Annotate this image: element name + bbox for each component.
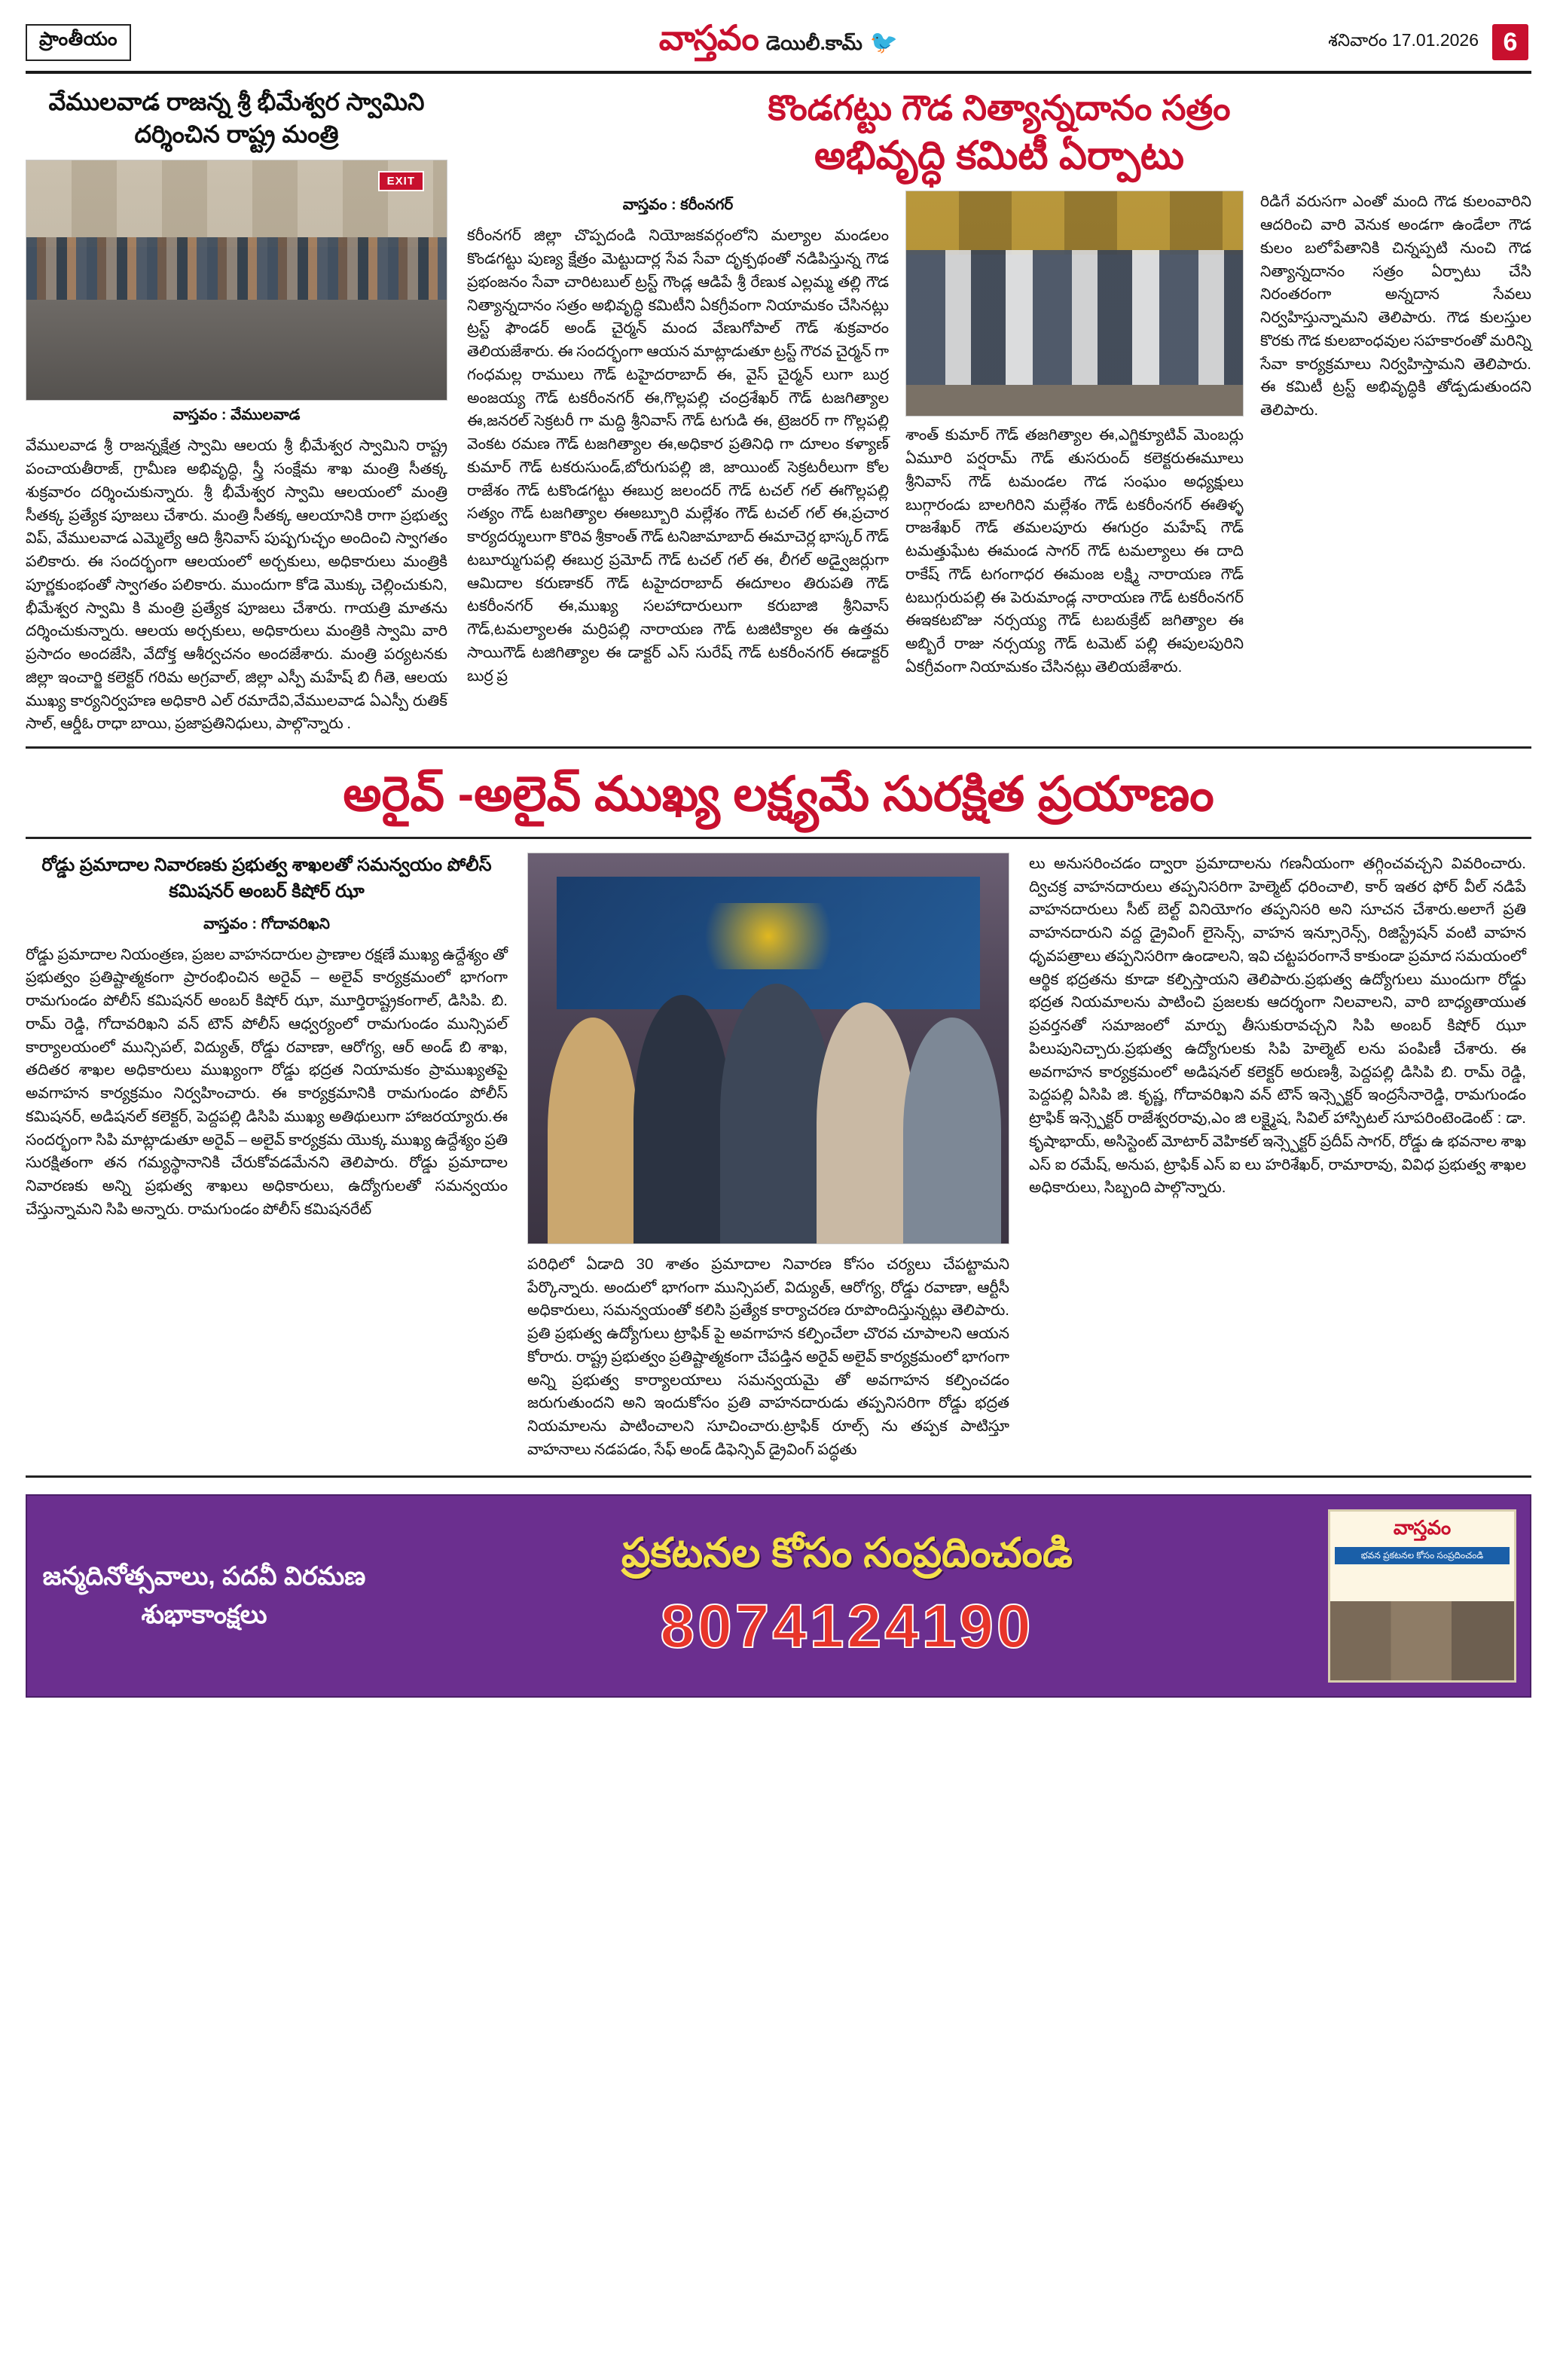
page-number-badge: 6 <box>1492 24 1528 60</box>
headline-line-2: అభివృద్ధి కమిటీ ఏర్పాటు <box>814 133 1185 178</box>
story-bottom-col2 <box>527 853 1009 1462</box>
ad-phone-number[interactable]: 8074124190 <box>660 1591 1034 1661</box>
ad-left-text: జన్మదినోత్సవాలు, పదవీ విరమణ శుభాకాంక్షలు <box>42 1561 366 1629</box>
story-bottom-body-2: పరిధిలో ఏడాది 30 శాతం ప్రమాదాల నివారణ కోసం చర్యలు చేపట్టామని పేర్కొన్నారు. అందులో భాగంగా మున్సిపల్, విద్యుత్, ఆరోగ్య, రోడ్డు రవాణా, ఆర్టీసీ అధికారులు, సమన్వయంతో కలిసి ప్రత్యేక కార్యాచరణ రూపొందిస్తున్నట్లు తెలిపారు. ప్రతి ప్రభుత్వ ఉద్యోగులు ట్రాఫిక్ పై అవగాహన కల్పించేలా చొరవ చూపాలని ఆయన కోరారు. రాష్ట్ర ప్రభుత్వం ప్రతిష్టాత్మకంగా చేపడ్తిన అరైవ్ అలైవ్ కార్యక్రమంలో భాగంగా అన్ని ప్రభుత్వ కార్యాలయాలు సమన్వయమై తో అవగాహన కల్పించడం జరుగుతుందని అని ఇందుకోసం ప్రతి వాహనదారుడు తప్పనిసరిగా రోడ్డు భద్రత నియమాలను పాటించాలని సూచించారు.ట్రాఫిక్ రూల్స్ ను తప్పక పాటిస్తూ వాహనాలు నడపడం, సేఫ్ అండ్ డిఫెన్సివ్ డ్రైవింగ్ పద్ధతు <box>527 1255 1009 1458</box>
brand-name: వాస్తవం <box>658 18 759 57</box>
publication-date: శనివారం 17.01.2026 <box>1328 29 1479 50</box>
masthead-right <box>1328 24 1531 60</box>
story-top-right-body-1: కరీంనగర్ జిల్లా చొప్పదండి నియోజకవర్గంలోని మల్యాల మండలం కొండగట్టు పుణ్య క్షేత్రం మెట్టుదార్ల సేవ సేవా దృక్పథంతో నడిపిస్తున్న గౌడ ప్రభంజనం సేవా చారిటబుల్ ట్రస్ట్ గౌండ్ల ఆడిపే శ్రీ రేణుక ఎల్లమ్మ తల్లి గౌడ నిత్యాన్నదానం సత్రం అభివృద్ధి కమిటీని ఏకగ్రీవంగా నియామకం చేసినట్లు ట్రస్ట్ ఫౌండర్ అండ్ చైర్మన్ మంద వేణుగోపాల్ గౌడ్ శుక్రవారం తెలియజేశారు. ఈ సందర్భంగా ఆయన మాట్లాడుతూ ట్రస్ట్ గౌరవ చైర్మన్ గా గంధమల్ల రాములు గౌడ్ టహైదరాబాద్ ఈ, వైస్ చైర్మన్ లుగా బుర్ర అంజయ్య గౌడ్ టకరీంనగర్ ఈ,గొల్లపల్లి చంద్రశేఖర్ గౌడ్ టజగిత్యాల ఈ,జనరల్ సెక్రటరీ గా మద్ది శ్రీనివాస్ గౌడ్ టగుడి ఈ, ట్రెజరర్ గా గొల్లపల్లి వెంకట రమణ గౌడ్ టజగిత్యాల ఈ,అధికార ప్రతినిధి గా దూలం కళ్యాణ్ కుమార్ గౌడ్ టకరుసుండ్,బోరుగుపల్లి జి, జాయింట్ సెక్రటరీలుగా కోల రాజేశం గౌడ్ టకొండగట్టు ఈబుర్ర జలందర్ గౌడ్ టచల్ గల్ ఈగొల్లపల్లి సత్యం గౌడ్ టజగిత్యాల ఈఅబ్బూరి మల్లేశం గౌడ్ టచల్ గల్ ఈ,ప్రచార కార్యదర్శులుగా కొరివ శ్రీకాంత్ గౌడ్ టనిజామాబాద్ ఈమాచెర్ల భాస్కర్ గౌడ్ టబూర్ముగుపల్లి ఈబుర్ర ప్రమోద్ గౌడ్ టచల్ గల్ ఈ, లీగల్ అడ్వైజర్లుగా ఆమిదాల కరుణాకర్ గౌడ్ టహైదరాబాద్ ఈదూలం తిరుపతి గౌడ్ టకరీంనగర్ ఈ,ముఖ్య సలహాదారులుగా కరుబాజి శ్రీనివాస్ గౌడ్,టమల్యాలఈ మర్రిపల్లి నారాయణ గౌడ్ టజిటిక్యాల ఈ ఉత్తమ సాయిగౌడ్ టజిగిత్యాల ఈ డాక్టర్ ఎస్ సురేష్ గౌడ్ టకరీంనగర్ ఈడాక్టర్ బుర్ర ప్ర <box>467 227 889 685</box>
story-bottom-byline: వాస్తవం : గోదావరిఖని <box>203 915 330 932</box>
ad-mini-faces <box>1330 1601 1514 1680</box>
committee-photo-caption: శాంత్ కుమార్ గౌడ్ తజగిత్యాల ఈ,ఎగ్జిక్యూటివ్ మెంబర్లు ఏమూరి పర్షరామ్ గౌడ్ తుసరుంద్ కలెక్టరుఈమూలు శ్రీనివాస్ గౌడ్ టమండల గౌడ సంఘం అధ్యక్షులు బుగ్గారండు బాలగిరిని మల్లేశం గౌడ్ టకరీంనగర్ ఈతిళ్ళ రాజశేఖర్ గౌడ్ తమలపూరు ఈగుర్రం మహేష్ గౌడ్ టమత్తుఘేట ఈమండ సాగర్ గౌడ్ టమల్యాలు ఈ దాది రాకేష్ గౌడ్ టగంగాధర ఈమంజ లక్ష్మి నారాయణ గౌడ్ టబుగ్గురుపల్లి ఈ పెరుమాండ్ల నారాయణ గౌడ్ టకరీంనగర్ ఈఇకటబొజు నర్సయ్య గౌడ్ టబఠుక్రేట్ జగిత్యాల ఈ అబ్బిరే రాజు నర్సయ్య గౌడ్ టమెట్ పల్లి ఈపులపురిని ఏకగ్రీవంగా నియామకం చేసినట్లు తెలియజేశారు. <box>905 426 1244 676</box>
ad-mini-strip-text: భవన ప్రకటనల కోసం సంప్రదించండి <box>1335 1547 1510 1565</box>
story-left-body: వేములవాడ శ్రీ రాజన్నక్షేత్ర స్వామి ఆలయ శ్రీ భీమేశ్వర స్వామిని రాష్ట్ర పంచాయతీరాజ్, గ్రామీణ అభివృద్ధి, స్త్రీ సంక్షేమ శాఖ మంత్రి సీతక్క శుక్రవారం దర్శించుకున్నారు. శ్రీ భీమేశ్వర స్వామి ఆలయంలో మంత్రి సీతక్క ప్రత్యేక పూజలు చేశారు. మంత్రి సీతక్క ఆలయానికి రాగా ప్రభుత్వ విప్, వేములవాడ ఎమ్మెల్యే ఆది శ్రీనివాస్ పుష్పగుచ్ఛం అందించి స్వాగతం పలికారు. ఈ సందర్భంగా ఆలయంలో అర్చకులు, అధికారులు మంత్రికి పూర్ణకుంభంతో స్వాగతం పలికారు. ముందుగా కోడె మొక్కు చెల్లించుకుని, భీమేశ్వర స్వామి కి మంత్రి ప్రత్యేక పూజలు చేశారు. గాయత్రి మాతను దర్శించుకున్నారు. ఆలయ అర్చకులు, అధికారులు మంత్రికి స్వామి వారి ప్రసాదం అందజేసి, వేదోక్త ఆశీర్వచనం అందజేశారు. మంత్రి పర్యటనకు జిల్లా ఇంచార్జి కలెక్టర్ గరిమ అగ్రవాల్, జిల్లా ఎస్పీ మహేష్ బి గీతె, ఆలయ ముఖ్య కార్యనిర్వహణ అధికారి ఎల్ రమాదేవి,వేములవాడ ఏఎస్పీ రుతిక్ సాల్, ఆర్డీఓ రాధా బాయి, ప్రజాప్రతినిధులు, పాల్గొన్నారు . <box>26 437 447 733</box>
headline-line-1: కొండగట్టు గౌడ నిత్యాన్నదానం సత్రం <box>768 88 1231 127</box>
story-top-right-byline: వాస్తవం : కరీంనగర్ <box>622 197 734 214</box>
ad-center <box>381 1530 1328 1662</box>
ad-mini-brand: వాస్తవం <box>1393 1515 1452 1539</box>
story-bottom-subhead: రోడ్డు ప్రమాదాల నివారణకు ప్రభుత్వ శాఖలతో సమన్వయం పోలీస్ కమిషనర్ అంబర్ కిషోర్ ఝా <box>41 854 492 902</box>
story-top-right-col2 <box>905 191 1531 688</box>
story-top-right-headline <box>467 86 1531 182</box>
brand-subtitle: డెయిలీ.కామ్ <box>765 32 862 54</box>
story-top-right <box>467 86 1531 736</box>
helmet-distribution-photo <box>527 853 1009 1244</box>
story-bottom-col3 <box>1029 853 1526 1462</box>
banner-headline: అరైవ్ -అలైవ్ ముఖ్య లక్ష్యమే సురక్షిత ప్రయాణం <box>26 749 1531 839</box>
footer-advertisement[interactable] <box>26 1494 1531 1698</box>
ad-mini-paper-thumbnail <box>1328 1509 1516 1683</box>
story-left-byline: వాస్తవం : వేములవాడ <box>172 407 301 424</box>
top-section <box>26 86 1531 749</box>
story-top-right-columns <box>467 191 1531 688</box>
story-top-right-body-3: రిడిగే వరుసగా ఎంతో మంది గౌడ కులంవారిని ఆదరించి వారి వెనుక అండగా ఉండేలా గౌడ కులం బలోపేతానికి చిన్నప్పటి నుంచి గౌడ నిత్యాన్నదానం సత్రం ఏర్పాటు చేసి నిరంతరంగా అన్నదాన సేవలు నిర్వహిస్తున్నామని తెలిపారు. గౌడ కులస్తుల కొరకు గౌడ కులబాంధవుల సహకారంతో మరిన్ని సేవా కార్యక్రమాలు నిర్వహిస్తామని తెలిపారు. ఈ కమిటీ ట్రస్ట్ అభివృద్ధికి తోడ్పడుతుందని తెలిపారు. <box>1260 193 1531 420</box>
story-bottom-body-3: లు అనుసరించడం ద్వారా ప్రమాదాలను గణనీయంగా తగ్గించవచ్చని వివరించారు. ద్విచక్ర వాహనదారులు తప్పనిసరిగా హెల్మెట్ ధరించాలి, కార్ ఇతర ఫోర్ వీల్ నడిపే వాహనదారులు సీట్ బెల్ట్ వినియోగం తప్పనిసరి అని సూచన చేశారు.అలాగే ప్రతి వాహనదారుని వద్ద డ్రైవింగ్ లైసెన్స్, వాహన ఇన్సూరెన్స్, రిజిస్ట్రేషన్ వంటి వాహన ధృవపత్రాలు తప్పనిసరిగా ఉండాలని, ఇవి చట్టపరంగానే కాకుండా ప్రమాద సమయంలో ఆర్థిక భద్రతను కూడా కల్పిస్తాయని తెలిపారు.ప్రభుత్వ ఉద్యోగులు ముందుగా రోడ్డు భద్రత నియమాలను పాటించి ప్రజలకు ఆదర్శంగా నిలవాలని, వారి బాధ్యతాయుత ప్రవర్తనతో సమాజంలో మార్పు తీసుకురావచ్చని సిపి అంబర్ కిషోర్ ఝూ పిలుపునిచ్చారు.ప్రభుత్వ ఉద్యోగులకు సిపి హెల్మెట్ లను పంపిణీ చేశారు. ఈ అవగాహన కార్యక్రమంలో అడిషనల్ కలెక్టర్ అరుణశ్రీ, పెద్దపల్లి డిసిపి బి. రామ్ రెడ్డి, పెద్దపల్లి ఏసిపి జి. కృష్ణ, గోదావరిఖని వన్ టౌన్ ఇన్స్పెక్టర్ ఇంద్రసేనారెడ్డి, రామగుండం ట్రాఫిక్ ఇన్స్పెక్టర్ రాజేశ్వరరావు,ఎం జి లక్ష్మైష, సివిల్ హాస్పిటల్ సూపరింటెండెంట్ : డా. కృషాభాయ్, అసిస్టెంట్ మోటార్ వెహికల్ ఇన్స్పెక్టర్ ప్రదీప్ సాగర్, రోడ్డు ఉ భవనాల శాఖ ఎస్ ఐ రమేష్, అనుప, ట్రాఫిక్ ఎస్ ఐ లు హరిశేఖర్, రామారావు, వివిధ ప్రభుత్వ శాఖల అధికారులు, సిబ్బంది పాల్గొన్నారు. <box>1029 854 1526 1197</box>
bird-icon: 🐦 <box>869 30 899 55</box>
story-left <box>26 86 447 736</box>
section-tag: ప్రాంతీయం <box>26 24 131 61</box>
committee-group-photo <box>905 191 1244 416</box>
story-left-headline: వేములవాడ రాజన్న శ్రీ భీమేశ్వర స్వామిని దర్శించిన రాష్ట్ర మంత్రి <box>48 88 425 148</box>
story-bottom-body-1: రోడ్డు ప్రమాదాల నియంత్రణ, ప్రజల వాహనదారుల ప్రాణాల రక్షణే ముఖ్య ఉద్దేశ్యం తో ప్రభుత్వం ప్రతిష్టాత్మకంగా ప్రారంభించిన అరైవ్ – అలైవ్ కార్యక్రమంలో భాగంగా రామగుండం పోలీస్ కమిషనర్ అంబర్ కిషోర్ ఝా, మూర్తిరాష్ట్రకంగాల్, డిసిపి. బి. రామ్ రెడ్డి, గోదావరిఖని వన్ టౌన్ పోలీస్ ఆధ్వర్యంలో రామగుండం మున్సిపల్ కార్యాలయంలో మున్సిపల్, విద్యుత్, రోడ్డు రవాణా, ఆరోగ్య, ఆర్ అండ్ బి శాఖ, తదితర శాఖల అధికారులు ముఖ్యంగా రోడ్డు భద్రత నియామకం ప్రాముఖ్యతపై అవగాహన కార్యక్రమం నిర్వహించారు. ఈ కార్యక్రమానికి రామగుండం పోలీస్ కమిషనర్, అడిషనల్ కలెక్టర్, పెద్దపల్లి డిసిపి ముఖ్య అతిథులుగా హాజరయ్యారు.ఈ సందర్భంగా సిపి మాట్లాడుతూ అరైవ్ – అలైవ్ కార్యక్రమ యొక్క ముఖ్య ఉద్దేశ్యం ప్రతి సురక్షితంగా తన గమ్యస్థానానికి చేరుకోవడమేనని తెలిపారు. రోడ్డు ప్రమాదాల నివారణకు అన్ని ప్రభుత్వ శాఖలు అధికారులు, ఉద్యోగులతో సమన్వయం చేస్తున్నామని సిపి అన్నారు. రామగుండం పోలీస్ కమిషనరేట్ <box>26 945 508 1218</box>
story-bottom <box>26 853 1531 1478</box>
story-top-right-col1 <box>467 191 889 688</box>
masthead <box>26 20 1531 74</box>
brand-logo <box>659 17 899 67</box>
story-bottom-col1 <box>26 853 508 1462</box>
ad-main-text: ప్రకటనల కోసం సంప్రదించండి <box>621 1530 1073 1576</box>
temple-visit-photo <box>26 160 447 401</box>
exit-sign-label: EXIT <box>378 171 424 191</box>
